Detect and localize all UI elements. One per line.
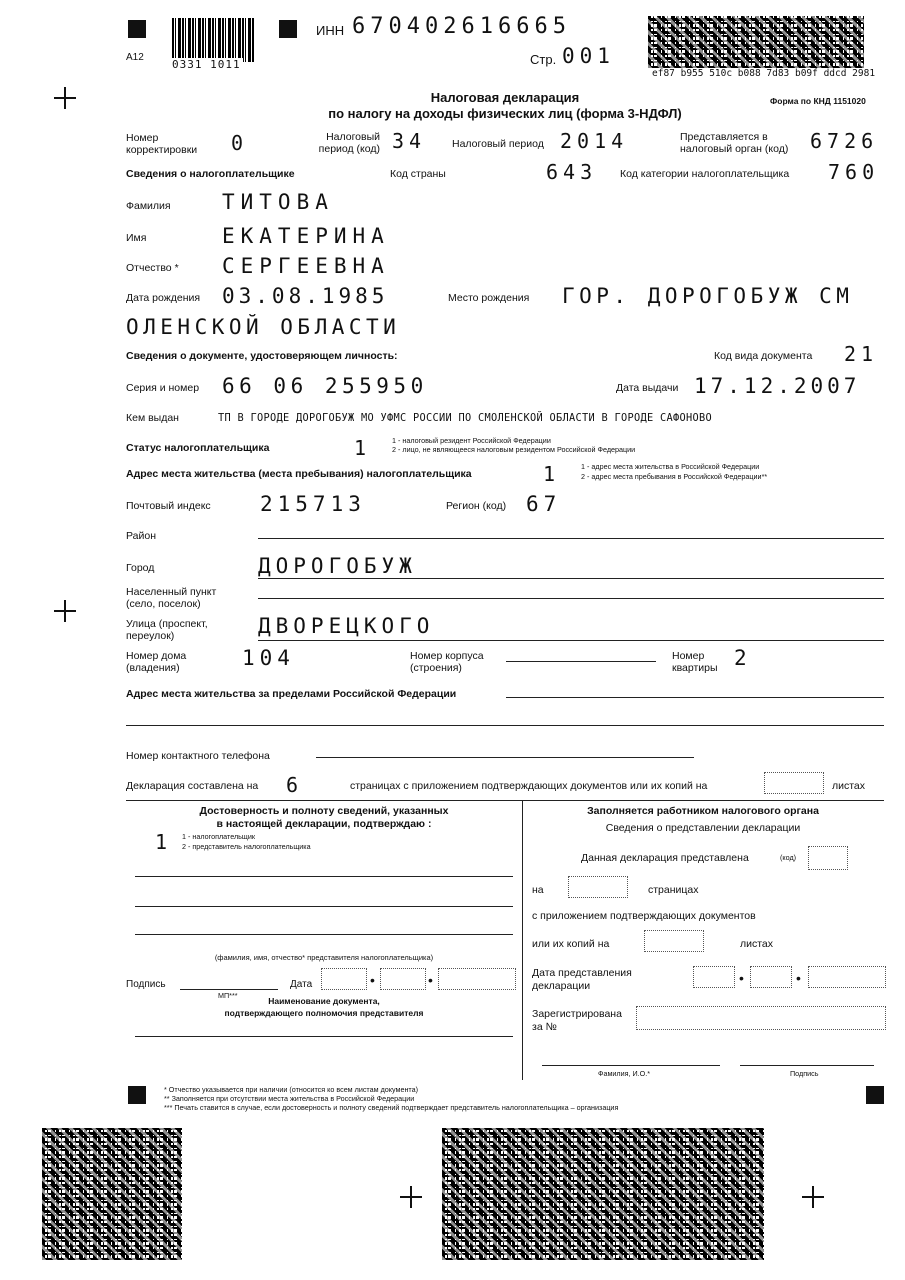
date-year-box [438, 968, 516, 990]
district-line [258, 538, 884, 539]
office-subtitle: Сведения о представлении декларации [605, 822, 801, 834]
office-pages-label: страницах [648, 884, 699, 896]
correction-value: 0 [231, 131, 244, 155]
confirm-title-2: в настоящей декларации, подтверждаю : [216, 818, 432, 830]
sheets-count-box [764, 772, 824, 794]
on-label: на [532, 884, 544, 896]
form-subtitle: по налогу на доходы физических лиц (форма 3-НДФЛ) [328, 106, 682, 121]
2d-barcode-bottom-center [442, 1128, 764, 1260]
series-label: Серия и номер [126, 382, 200, 394]
birth-place-line2: ОЛЕНСКОЙ ОБЛАСТИ [126, 315, 401, 339]
representative-line-1 [135, 876, 513, 877]
building-line [506, 661, 656, 662]
phone-label: Номер контактного телефона [126, 750, 270, 762]
issued-by-label: Кем выдан [126, 412, 179, 424]
page-value: 001 [562, 44, 615, 68]
copies-label: или их копий на [532, 938, 610, 950]
representative-line-3 [135, 934, 513, 935]
building-label-1: Номер корпуса [410, 650, 484, 662]
locality-label-2: (село, поселок) [126, 598, 201, 610]
date-label: Дата [290, 979, 313, 990]
presentation-day-box [693, 966, 735, 988]
tax-authority-value: 6726 [810, 129, 879, 153]
postal-label: Почтовый индекс [126, 500, 211, 512]
signature-label: Подпись [126, 979, 166, 990]
fio-caption: (фамилия, имя, отчество* представителя налогоплательщика) [214, 953, 434, 962]
presentation-year-box [808, 966, 886, 988]
street-label-1: Улица (проспект, [126, 618, 208, 630]
office-fio-caption: Фамилия, И.О.* [598, 1069, 651, 1078]
copies-box [644, 930, 704, 952]
office-sign-line [740, 1065, 874, 1066]
taxpayer-section-label: Сведения о налогоплательщике [126, 168, 295, 180]
doc-type-value: 21 [844, 342, 879, 366]
pages-box [568, 876, 628, 898]
footnote-2: ** Заполняется при отсутствии места жительства в Российской Федерации [164, 1094, 415, 1103]
category-value: 760 [828, 160, 880, 184]
issue-date-value: 17.12.2007 [694, 374, 861, 398]
column-divider [522, 800, 523, 1080]
abroad-address-line-1 [506, 697, 884, 698]
address-label: Адрес места жительства (места пребывания) налогоплательщика [126, 468, 472, 480]
registration-marker-top [279, 20, 297, 38]
confirm-note-2: 2 - представитель налогоплательщика [182, 842, 311, 851]
address-note-2: 2 - адрес места пребывания в Российской Федерации** [581, 472, 768, 481]
registration-marker-bottom-right [866, 1086, 884, 1104]
sheets-label: листах [832, 780, 866, 792]
2d-barcode-bottom-left [42, 1128, 182, 1260]
region-value: 67 [526, 492, 562, 516]
page-label: Стр. [530, 52, 557, 67]
street-value: ДВОРЕЦКОГО [258, 614, 435, 638]
city-line [258, 578, 884, 579]
apartment-label-2: квартиры [672, 662, 718, 674]
house-label-2: (владения) [126, 662, 180, 674]
tax-period-code-value: 34 [392, 129, 427, 153]
house-value: 104 [242, 646, 295, 670]
doc-type-label: Код вида документа [714, 350, 813, 362]
status-label: Статус налогоплательщика [126, 442, 270, 454]
name-value: ЕКАТЕРИНА [222, 224, 390, 248]
mp-label: МП*** [218, 991, 238, 1000]
office-fio-line [542, 1065, 720, 1066]
pages-label-post: страницах с приложением подтверждающих документов или их копий на [350, 780, 708, 792]
date-dot-2: • [428, 972, 433, 988]
registered-label-2: за № [532, 1021, 557, 1033]
presentation-date-label-1: Дата представления [532, 967, 632, 979]
apartment-value: 2 [734, 646, 753, 670]
patronymic-value: СЕРГЕЕВНА [222, 254, 390, 278]
issued-by-value: ТП В ГОРОДЕ ДОРОГОБУЖ МО УФМС РОССИИ ПО СМОЛЕНСКОЙ ОБЛАСТИ В ГОРОДЕ САФОНОВО [218, 412, 712, 424]
locality-line [258, 598, 884, 599]
office-sheets-label: листах [740, 938, 774, 950]
form-code: A12 [126, 52, 144, 63]
birth-place-label: Место рождения [448, 292, 530, 304]
section-divider [126, 800, 884, 801]
apartment-label-1: Номер [672, 650, 705, 662]
tax-authority-label: Представляется в налоговый орган (код) [680, 131, 789, 155]
birth-date-label: Дата рождения [126, 292, 201, 304]
confirm-value: 1 [155, 830, 168, 854]
country-value: 643 [546, 160, 598, 184]
correction-label: Номер корректировки [126, 132, 198, 156]
abroad-address-line-2 [126, 725, 884, 726]
presentation-month-box [750, 966, 792, 988]
doc-caption-1: Наименование документа, [268, 996, 380, 1006]
barcode-number: 0331 1011 [172, 58, 241, 71]
confirm-note-1: 1 - налогоплательщик [182, 832, 255, 841]
registration-number-box [636, 1006, 886, 1030]
footnote-1: * Отчество указывается при наличии (относится ко всем листам документа) [164, 1085, 419, 1094]
linear-barcode [172, 18, 254, 62]
crosshair-marker-mid-left [54, 600, 76, 622]
street-line [258, 640, 884, 641]
footnote-3: *** Печать ставится в случае, если достоверность и полноту сведений подтверждает представитель налогоплательщика – организация [164, 1103, 619, 1112]
tax-period-label: Налоговый период [452, 138, 544, 150]
country-label: Код страны [390, 168, 446, 180]
birth-place-line1: ГОР. ДОРОГОБУЖ СМ [562, 284, 854, 308]
presentation-dot-2: • [796, 970, 801, 986]
crosshair-marker-bottom-right [802, 1186, 824, 1208]
registered-label-1: Зарегистрирована [532, 1008, 622, 1020]
building-label-2: (строения) [410, 662, 462, 674]
barcode-hash: ef87 b955 510c b088 7d83 b09f ddcd 2981 [652, 68, 876, 79]
status-value: 1 [354, 436, 367, 460]
presentation-date-label-2: декларации [532, 980, 591, 992]
birth-date-value: 03.08.1985 [222, 284, 389, 308]
address-note-1: 1 - адрес места жительства в Российской Федерации [581, 462, 760, 471]
date-day-box [321, 968, 367, 990]
city-label: Город [126, 562, 155, 574]
name-label: Имя [126, 232, 147, 244]
postal-value: 215713 [260, 492, 366, 516]
abroad-address-label: Адрес места жительства за пределами Российской Федерации [126, 688, 457, 700]
representative-line-2 [135, 906, 513, 907]
signature-line [180, 989, 278, 990]
region-label: Регион (код) [446, 500, 507, 512]
authority-doc-line [135, 1036, 513, 1037]
category-label: Код категории налогоплательщика [620, 168, 790, 180]
2d-barcode-top [648, 16, 864, 68]
patronymic-label: Отчество * [126, 262, 179, 274]
with-docs-label: с приложением подтверждающих документов [532, 910, 756, 922]
doc-caption-2: подтверждающего полномочия представителя [224, 1008, 424, 1018]
confirm-title-1: Достоверность и полноту сведений, указанных [199, 805, 449, 817]
registration-marker-bottom-left [128, 1086, 146, 1104]
district-label: Район [126, 530, 156, 542]
office-sign-caption: Подпись [790, 1069, 819, 1078]
tax-period-value: 2014 [560, 129, 629, 153]
surname-value: ТИТОВА [222, 190, 334, 214]
office-title: Заполняется работником налогового органа [587, 805, 819, 817]
date-dot-1: • [370, 972, 375, 988]
street-label-2: переулок) [126, 630, 175, 642]
pages-value: 6 [286, 773, 299, 797]
form-title: Налоговая декларация [430, 90, 580, 105]
tax-period-code-label: Налоговый период (код) [318, 131, 380, 155]
address-type-value: 1 [543, 462, 556, 486]
issue-date-label: Дата выдачи [616, 382, 679, 394]
house-label-1: Номер дома [126, 650, 187, 662]
locality-label-1: Населенный пункт [126, 586, 217, 598]
date-month-box [380, 968, 426, 990]
presentation-dot-1: • [739, 970, 744, 986]
status-note-1: 1 - налоговый резидент Российской Федерации [392, 436, 551, 445]
inn-value: 670402616665 [352, 14, 571, 39]
crosshair-marker-bottom-mid [400, 1186, 422, 1208]
surname-label: Фамилия [126, 200, 171, 212]
presented-code-label: (код) [780, 853, 797, 862]
pages-label-pre: Декларация составлена на [126, 780, 259, 792]
presented-code-box [808, 846, 848, 870]
document-section-label: Сведения о документе, удостоверяющем личность: [126, 350, 398, 362]
inn-label: ИНН [316, 23, 345, 38]
phone-line [316, 757, 694, 758]
series-value: 66 06 255950 [222, 374, 428, 398]
knd-code: Форма по КНД 1151020 [770, 96, 866, 106]
registration-marker-top-left [128, 20, 146, 38]
city-value: ДОРОГОБУЖ [258, 554, 417, 578]
presented-label: Данная декларация представлена [581, 852, 749, 864]
status-note-2: 2 - лицо, не являющееся налоговым резидентом Российской Федерации [392, 445, 636, 454]
